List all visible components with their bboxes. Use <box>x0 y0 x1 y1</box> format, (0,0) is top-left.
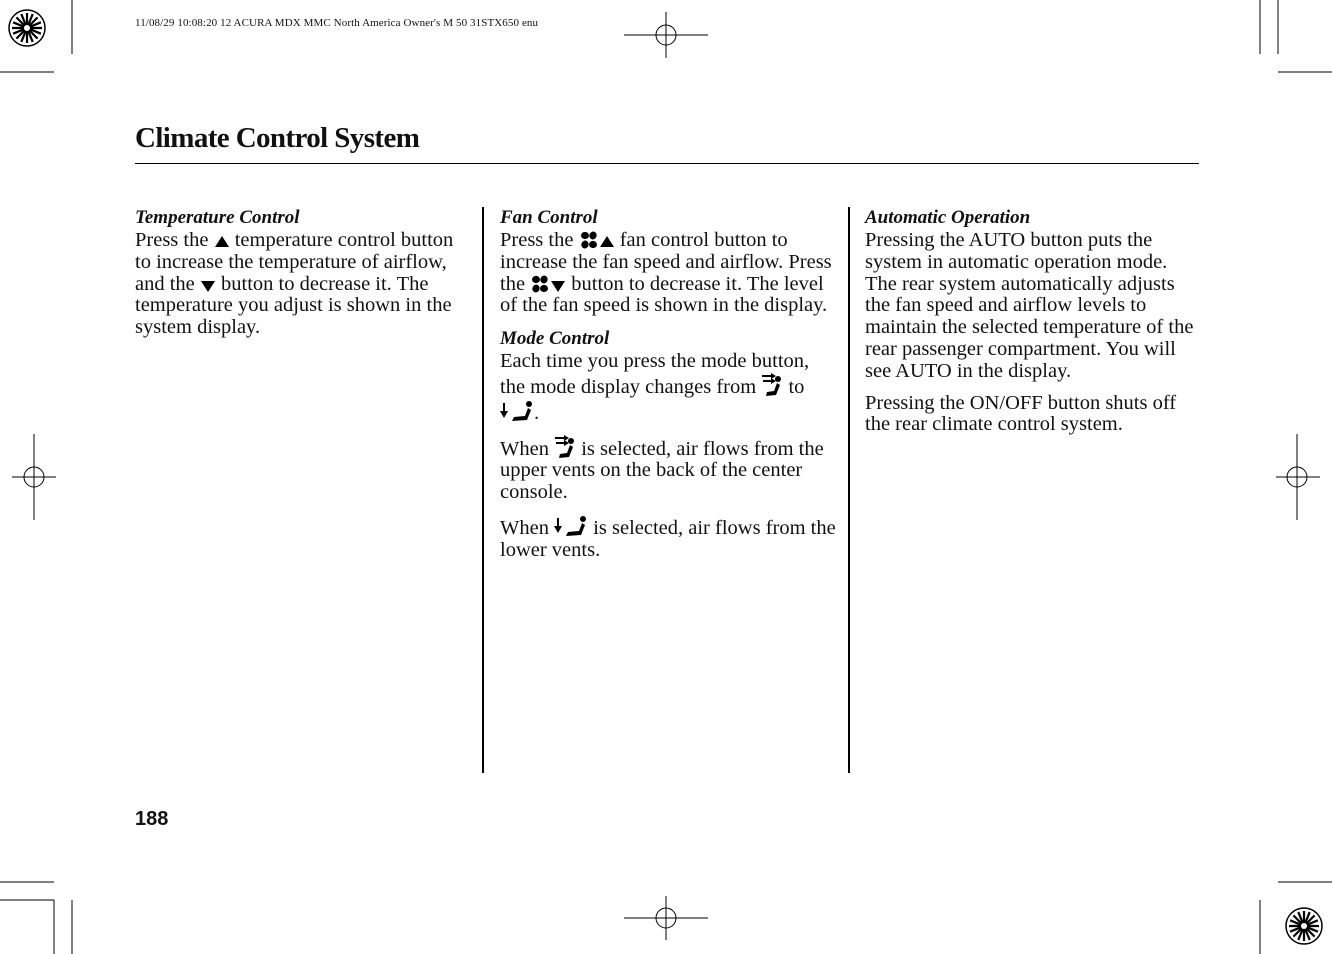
lower-vent-mode-icon <box>500 399 534 423</box>
fan-mode-column <box>500 206 838 572</box>
print-slug: 11/08/29 10:08:20 12 ACURA MDX MMC North America Owner's M 50 31STX650 enu <box>135 17 539 29</box>
title-rule <box>135 163 1199 164</box>
upper-vent-mode-icon <box>761 373 783 397</box>
lower-vent-mode-icon <box>554 514 588 538</box>
section-heading: Temperature Control <box>135 207 300 228</box>
triangle-down-icon <box>550 278 566 294</box>
paragraph: Pressing the ON/OFF button shuts off the rear climate control system. <box>865 391 1177 436</box>
auto-column <box>865 206 1199 446</box>
column-divider <box>848 207 850 773</box>
fan-icon <box>579 230 599 250</box>
registration-mark-icon <box>1276 434 1320 520</box>
fan-icon <box>530 274 550 294</box>
paragraph: Pressing the AUTO button puts the system in automatic operation mode. The rear system automatically adjusts the fan speed and airflow levels to maintain the selected temperature of the rear passenger compartment. You will see AUTO in the display. <box>865 229 1194 382</box>
paragraph: Press the temperature control button to increase the temperature of airflow, and the button to decrease it. The temperature you adjust is shown in the system display. <box>135 229 454 339</box>
section-heading: Mode Control <box>500 328 610 350</box>
printer-starburst-icon <box>9 10 45 46</box>
temperature-column <box>135 206 471 349</box>
triangle-up-icon <box>599 234 615 250</box>
printer-starburst-icon <box>1286 908 1322 944</box>
section-heading: Fan Control <box>500 207 598 228</box>
page-title: Climate Control System <box>135 122 420 154</box>
registration-mark-icon <box>624 896 708 940</box>
column-divider <box>482 207 484 773</box>
triangle-down-icon <box>200 278 216 294</box>
section-heading: Automatic Operation <box>865 207 1031 228</box>
triangle-up-icon <box>214 234 230 250</box>
registration-mark-icon <box>624 12 708 58</box>
upper-vent-mode-icon <box>554 435 576 459</box>
page-number: 188 <box>135 808 169 830</box>
paragraph: Press the fan control button to increase the fan speed and airflow. Press the button to decrease it. The level of the fan speed is shown in the display. <box>500 229 832 317</box>
paragraph: When is selected, air flows from the lower vents. <box>500 514 838 562</box>
paragraph: When is selected, air flows from the upper vents on the back of the center console. <box>500 435 838 504</box>
paragraph: Each time you press the mode button, the mode display changes from to . <box>500 350 810 424</box>
registration-mark-icon <box>12 434 56 520</box>
